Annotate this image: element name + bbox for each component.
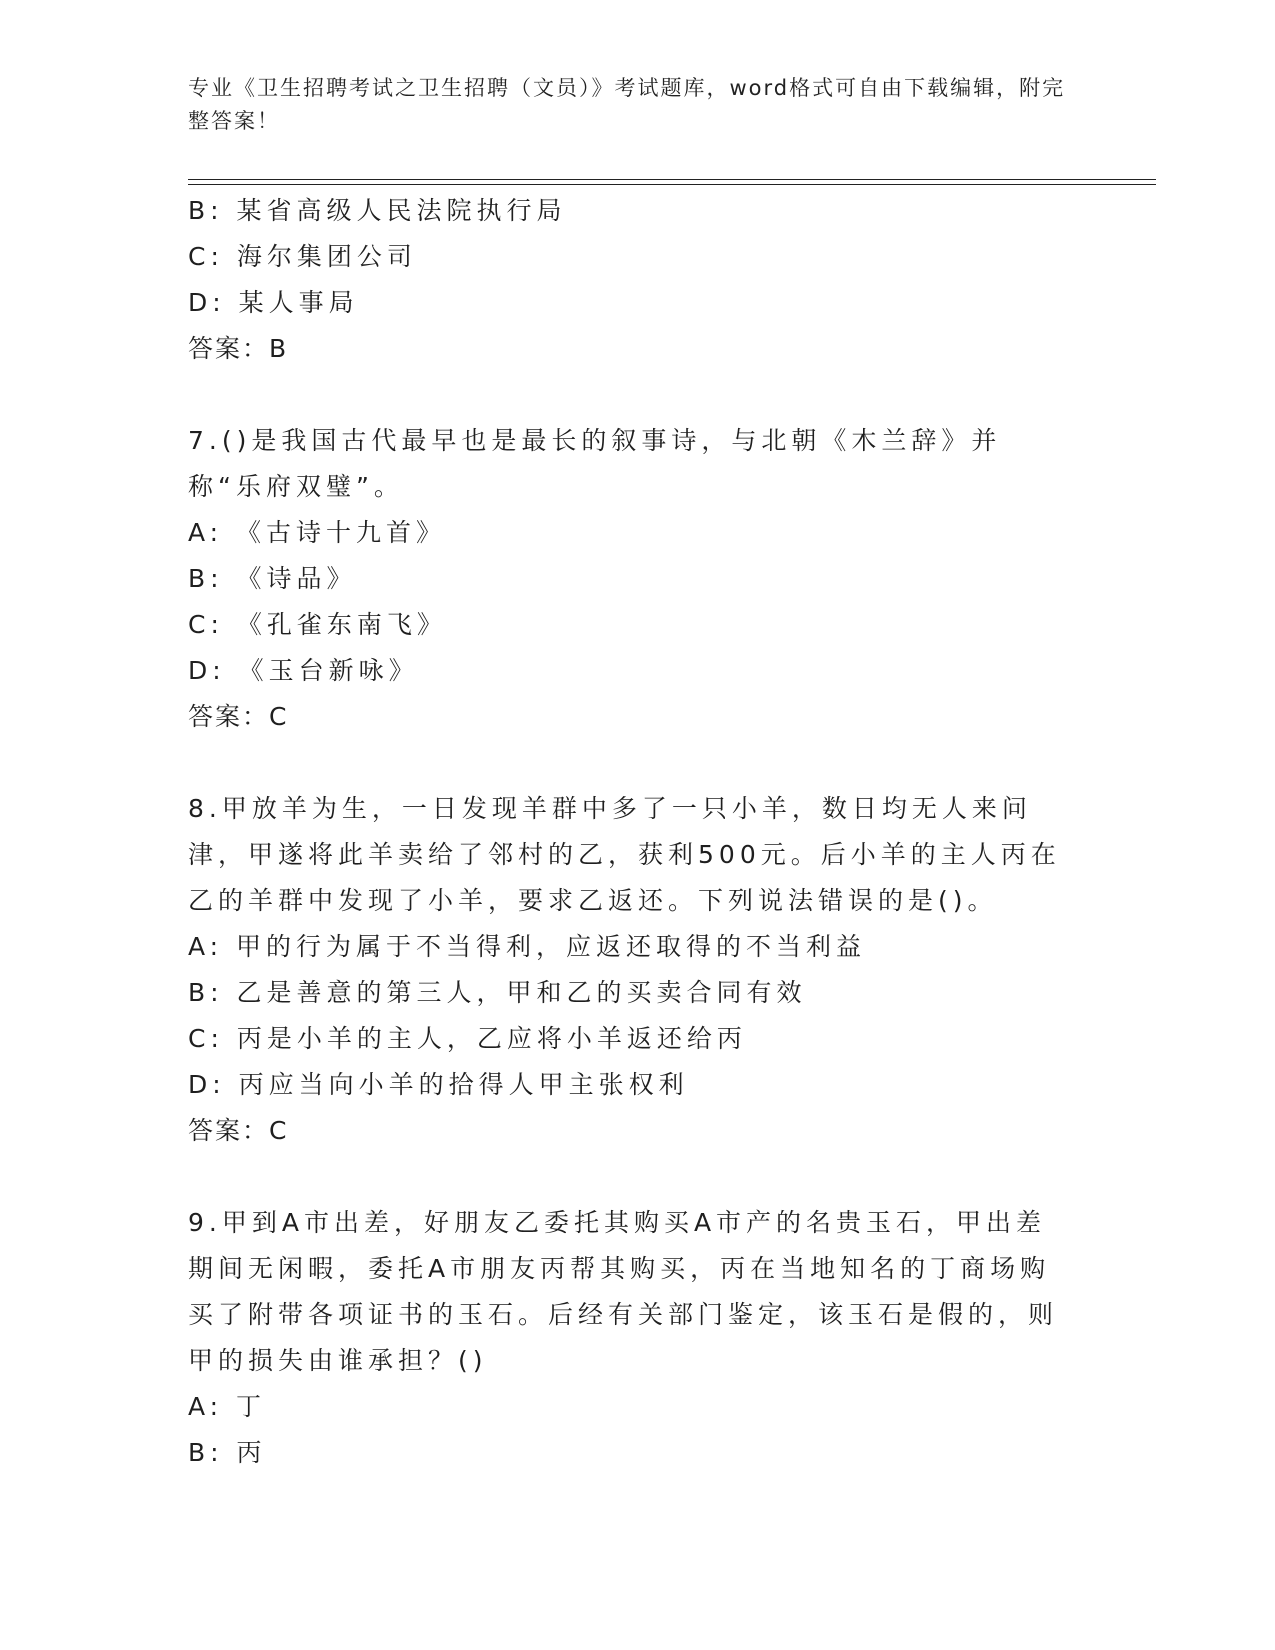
question-stem: 8.甲放羊为生，一日发现羊群中多了一只小羊，数日均无人来问津，甲遂将此羊卖给了邻村的乙，获利500元。后小羊的主人丙在乙的羊群中发现了小羊，要求乙返还。下列说法错误的是()。	[188, 794, 1061, 915]
option-b: B: 《诗品》	[188, 564, 357, 593]
question-content	[188, 188, 1068, 1476]
answer-line: 答案：B	[188, 334, 289, 363]
option-b: B: 乙是善意的第三人，甲和乙的买卖合同有效	[188, 978, 807, 1007]
option-b: B: 某省高级人民法院执行局	[188, 196, 567, 225]
option-d: D: 某人事局	[188, 288, 359, 317]
option-b: B: 丙	[188, 1438, 267, 1467]
spacer	[188, 1154, 1068, 1200]
option-d: D: 《玉台新咏》	[188, 656, 419, 685]
question-8	[188, 786, 1068, 1154]
spacer	[188, 740, 1068, 786]
question-7	[188, 418, 1068, 740]
option-a: A: 甲的行为属于不当得利，应返还取得的不当利益	[188, 932, 867, 961]
document-header: 专业《卫生招聘考试之卫生招聘（文员）》考试题库，word格式可自由下载编辑，附完整答案！	[188, 76, 1066, 133]
question-9	[188, 1200, 1068, 1476]
option-c: C: 丙是小羊的主人，乙应将小羊返还给丙	[188, 1024, 747, 1053]
option-c: C: 《孔雀东南飞》	[188, 610, 447, 639]
previous-question-tail	[188, 188, 1068, 372]
question-stem: 9.甲到A市出差，好朋友乙委托其购买A市产的名贵玉石，甲出差期间无闲暇，委托A市朋友丙帮其购买，丙在当地知名的丁商场购买了附带各项证书的玉石。后经有关部门鉴定，该玉石是假的，则甲的损失由谁承担？()	[188, 1208, 1059, 1375]
header-rule-bottom	[188, 184, 1156, 185]
question-stem: 7.()是我国古代最早也是最长的叙事诗，与北朝《木兰辞》并称“乐府双璧”。	[188, 426, 1002, 501]
header-rule-top	[188, 179, 1156, 180]
option-a: A: 《古诗十九首》	[188, 518, 447, 547]
answer-line: 答案：C	[188, 702, 289, 731]
option-c: C: 海尔集团公司	[188, 242, 417, 271]
option-d: D: 丙应当向小羊的拾得人甲主张权利	[188, 1070, 689, 1099]
answer-line: 答案：C	[188, 1116, 289, 1145]
spacer	[188, 372, 1068, 418]
option-a: A: 丁	[188, 1392, 267, 1421]
